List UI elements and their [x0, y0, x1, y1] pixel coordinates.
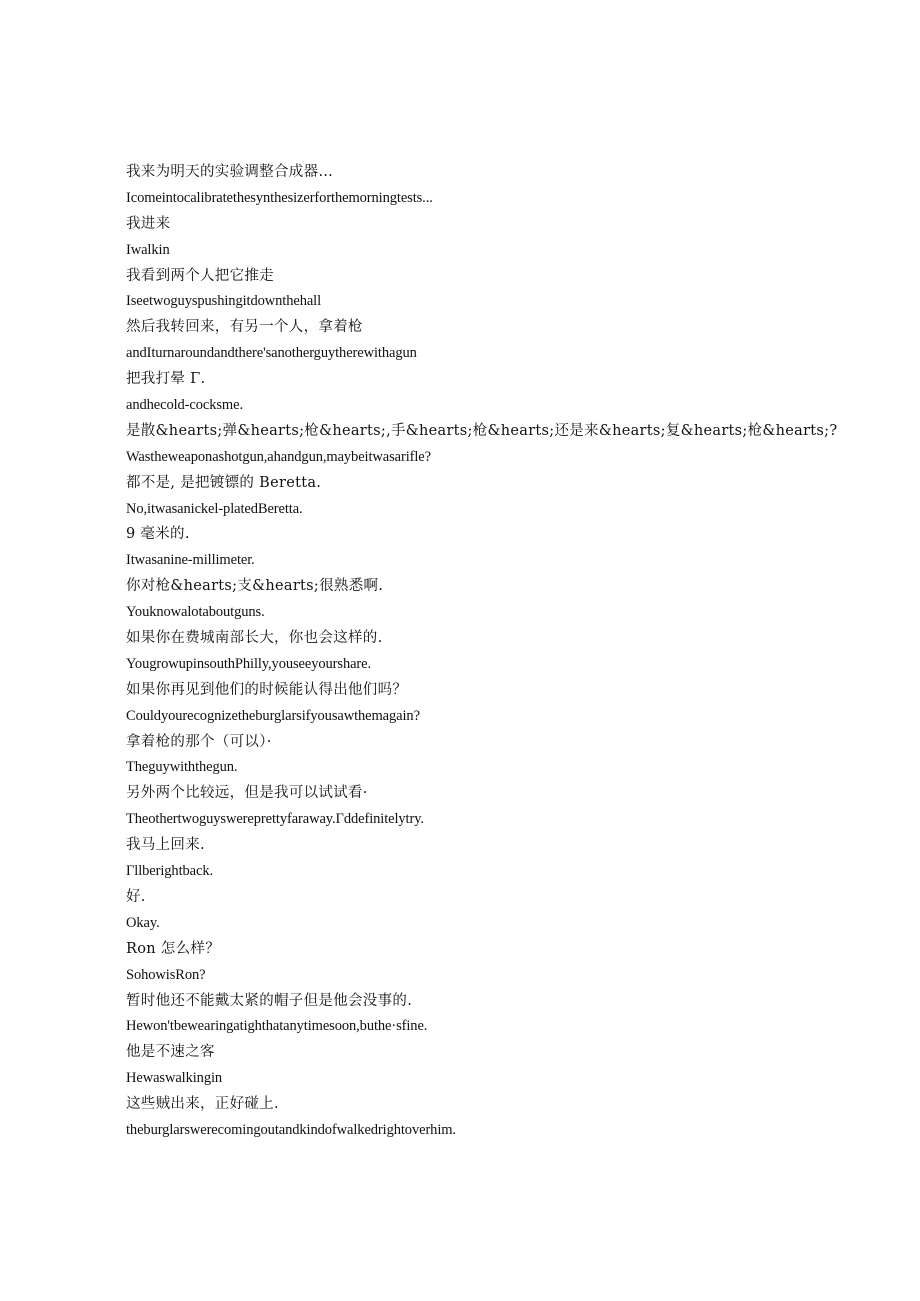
- subtitle-line-chinese: 把我打晕 Γ.: [126, 371, 206, 388]
- subtitle-line-english: andhecold-cocksme.: [126, 397, 243, 414]
- subtitle-line-english: Γllberightback.: [126, 863, 214, 880]
- subtitle-line-english: YougrowupinsouthPhilly,youseeyourshare.: [126, 655, 372, 672]
- subtitle-line-english: Iseetwoguyspushingitdownthehall: [126, 293, 322, 310]
- subtitle-line-chinese: 好.: [126, 888, 146, 905]
- subtitle-line-english: Icomeintocalibratethesynthesizerforthemorningtests...: [126, 189, 433, 206]
- subtitle-line-english: Theguywiththegun.: [126, 759, 238, 776]
- subtitle-line-chinese: 如果你再见到他们的时候能认得出他们吗？: [126, 681, 408, 698]
- subtitle-line-english: Couldyourecognizetheburglarsifyousawthemagain?: [126, 707, 420, 724]
- subtitle-line-english: Iwalkin: [126, 241, 170, 258]
- subtitle-line-chinese: 9 毫米的.: [126, 526, 190, 543]
- subtitle-line-chinese: 是散&hearts;弹&hearts;枪&hearts;,手&hearts;枪&hearts;还是来&hearts;复&hearts;枪&hearts;?: [126, 422, 838, 439]
- subtitle-line-chinese: 我马上回来.: [126, 837, 205, 854]
- subtitle-line-english: SohowisRon?: [126, 966, 206, 983]
- subtitle-line-chinese: 拿着枪的那个（可以）·: [126, 733, 272, 750]
- subtitle-line-english: Itwasanine-millimeter.: [126, 552, 255, 569]
- subtitle-line-english: andIturnaroundandthere'sanotherguytherewithagun: [126, 345, 417, 362]
- subtitle-line-english: Wastheweaponashotgun,ahandgun,maybeitwasarifle?: [126, 448, 431, 465]
- subtitle-line-chinese: 我来为明天的实验调整合成器…: [126, 164, 334, 180]
- subtitle-line-english: Okay.: [126, 914, 160, 931]
- subtitle-line-chinese: 暂时他还不能戴太紧的帽子但是他会没事的.: [126, 992, 413, 1009]
- subtitle-line-chinese: 我进来: [126, 215, 171, 232]
- subtitle-line-english: Theothertwoguyswereprettyfaraway.Γddefinitelytry.: [126, 811, 424, 828]
- subtitle-line-english: No,itwasanickel-platedBeretta.: [126, 500, 303, 517]
- subtitle-line-english: Hewon'tbewearingatighthatanytimesoon,buthe·sfine.: [126, 1018, 428, 1035]
- subtitle-line-chinese: 然后我转回来，有另一个人，拿着枪: [126, 319, 363, 336]
- subtitle-line-english: Hewaswalkingin: [126, 1070, 223, 1087]
- subtitle-line-chinese: 我看到两个人把它推走: [126, 267, 274, 284]
- subtitle-line-chinese: 如果你在费城南部长大，你也会这样的.: [126, 630, 383, 647]
- subtitle-line-english: theburglarswerecomingoutandkindofwalkedrightoverhim.: [126, 1121, 456, 1138]
- subtitle-line-chinese: 这些贼出来，正好碰上.: [126, 1096, 279, 1113]
- transcript-body: [126, 160, 886, 1144]
- subtitle-line-chinese: 你对枪&hearts;支&hearts;很熟悉啊.: [126, 578, 384, 595]
- subtitle-line-chinese: Ron 怎么样？: [126, 940, 220, 957]
- subtitle-line-english: Youknowalotaboutguns.: [126, 604, 265, 621]
- subtitle-line-chinese: 他是不速之客: [126, 1044, 215, 1061]
- subtitle-line-chinese: 都不是, 是把镀镖的 Beretta.: [126, 474, 322, 491]
- subtitle-line-chinese: 另外两个比较远，但是我可以试试看·: [126, 785, 368, 802]
